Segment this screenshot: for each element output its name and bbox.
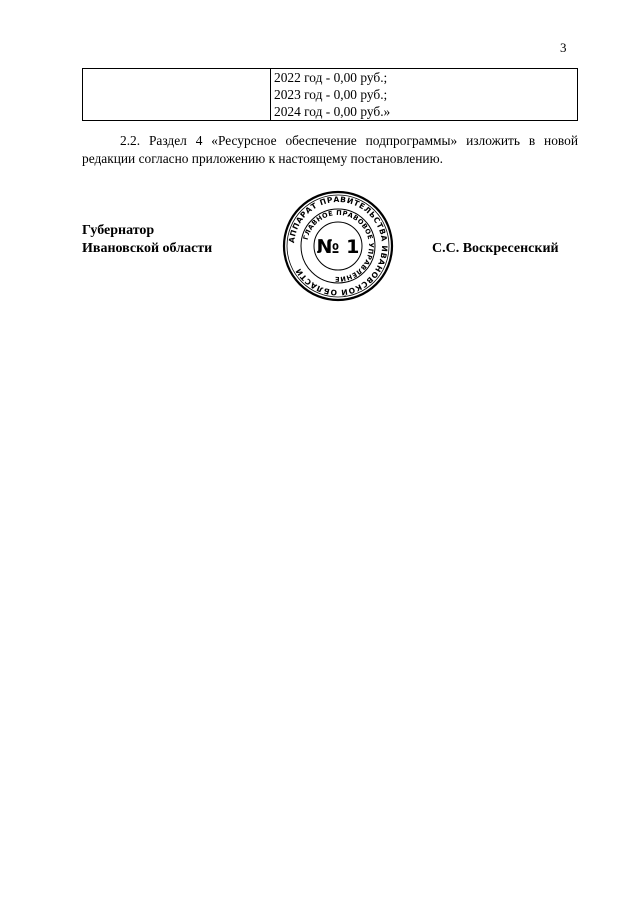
signatory-title bbox=[82, 222, 212, 258]
seal-inner-text: ГЛАВНОЕ ПРАВОВОЕ УПРАВЛЕНИЕ bbox=[301, 208, 376, 284]
continuation-table bbox=[82, 68, 578, 121]
budget-line-2023: 2023 год - 0,00 руб.; bbox=[274, 87, 388, 102]
budget-line-2024: 2024 год - 0,00 руб.» bbox=[274, 104, 391, 119]
table-cell-left bbox=[83, 69, 271, 121]
seal-number: № 1 bbox=[316, 236, 360, 258]
table-row bbox=[83, 69, 578, 121]
official-seal-icon bbox=[282, 190, 394, 302]
signatory-title-line1: Губернатор bbox=[82, 223, 155, 238]
table-cell-budget bbox=[271, 69, 578, 121]
seal-outer-text: АППАРАТ ПРАВИТЕЛЬСТВА ИВАНОВСКОЙ ОБЛАСТИ bbox=[287, 194, 390, 298]
signatory-title-line2: Ивановской области bbox=[82, 241, 213, 256]
section-paragraph: 2.2. Раздел 4 «Ресурсное обеспечение подпрограммы» изложить в новой редакции согласно приложению к настоящему постановлению. bbox=[82, 133, 578, 166]
budget-line-2022: 2022 год - 0,00 руб.; bbox=[274, 70, 388, 85]
signatory-name: С.С. Воскресенский bbox=[432, 241, 559, 256]
page-number: 3 bbox=[560, 40, 567, 55]
